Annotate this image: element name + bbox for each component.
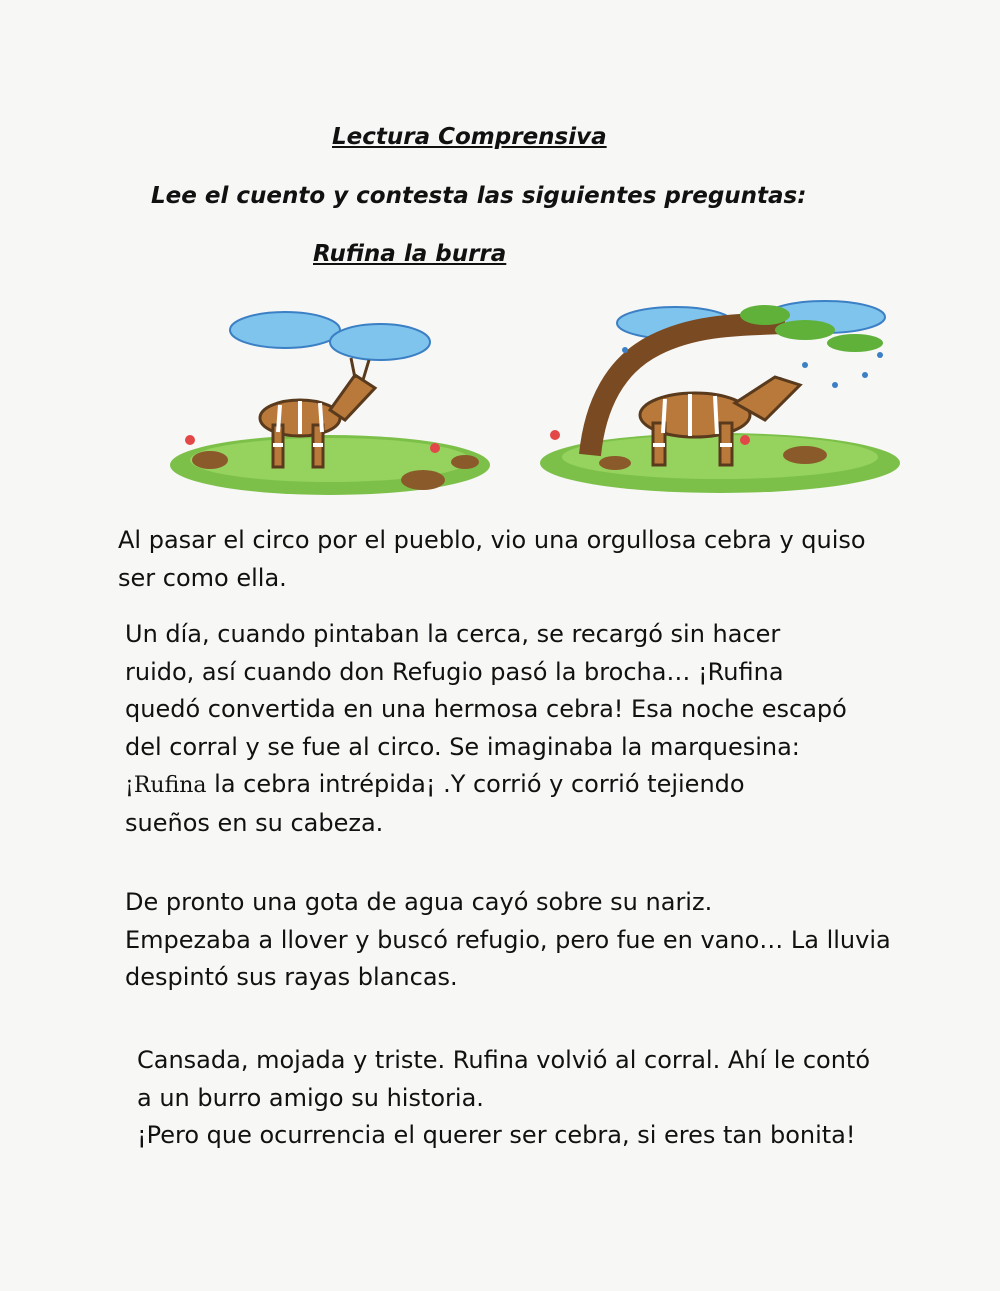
story-paragraph-3: [125, 884, 891, 997]
paragraph-line: quedó convertida en una hermosa cebra! Esa noche escapó: [125, 695, 847, 723]
paragraph-line: Al pasar el circo por el pueblo, vio una orgullosa cebra y quiso: [118, 526, 866, 554]
paragraph-line: Cansada, mojada y triste. Rufina volvió al corral. Ahí le contó: [137, 1046, 871, 1074]
paragraph-line-rest: la cebra intrépida¡ .Y corrió y corrió tejiendo: [206, 770, 745, 798]
story-title: Rufina la burra: [313, 241, 507, 267]
paragraph-line: ¡Pero que ocurrencia el querer ser cebra, si eres tan bonita!: [137, 1121, 856, 1149]
zebra-donkey-under-cloud-illustration: [165, 300, 495, 495]
paragraph-line: [125, 766, 847, 805]
story-paragraph-2: [125, 616, 847, 842]
paragraph-line: ruido, así cuando don Refugio pasó la brocha… ¡Rufina: [125, 657, 784, 686]
rufina-serif-text: ¡Rufina: [125, 773, 207, 798]
zebra-donkey-in-rain-illustration: [535, 295, 900, 495]
paragraph-line: Un día, cuando pintaban la cerca, se recargó sin hacer: [125, 620, 781, 648]
story-paragraph-1: [118, 522, 866, 597]
instruction-text: Lee el cuento y contesta las siguientes preguntas:: [151, 183, 807, 209]
paragraph-line: sueños en su cabeza.: [125, 808, 384, 837]
page-heading: Lectura Comprensiva: [332, 124, 607, 150]
story-paragraph-4: [137, 1042, 870, 1155]
paragraph-line: Empezaba a llover y buscó refugio, pero fue en vano… La lluvia: [125, 925, 891, 954]
paragraph-line: despintó sus rayas blancas.: [125, 963, 458, 991]
paragraph-line: del corral y se fue al circo. Se imaginaba la marquesina:: [125, 732, 800, 761]
paragraph-line: ser como ella.: [118, 563, 287, 592]
paragraph-line: De pronto una gota de agua cayó sobre su nariz.: [125, 888, 713, 916]
paragraph-line: a un burro amigo su historia.: [137, 1083, 484, 1112]
